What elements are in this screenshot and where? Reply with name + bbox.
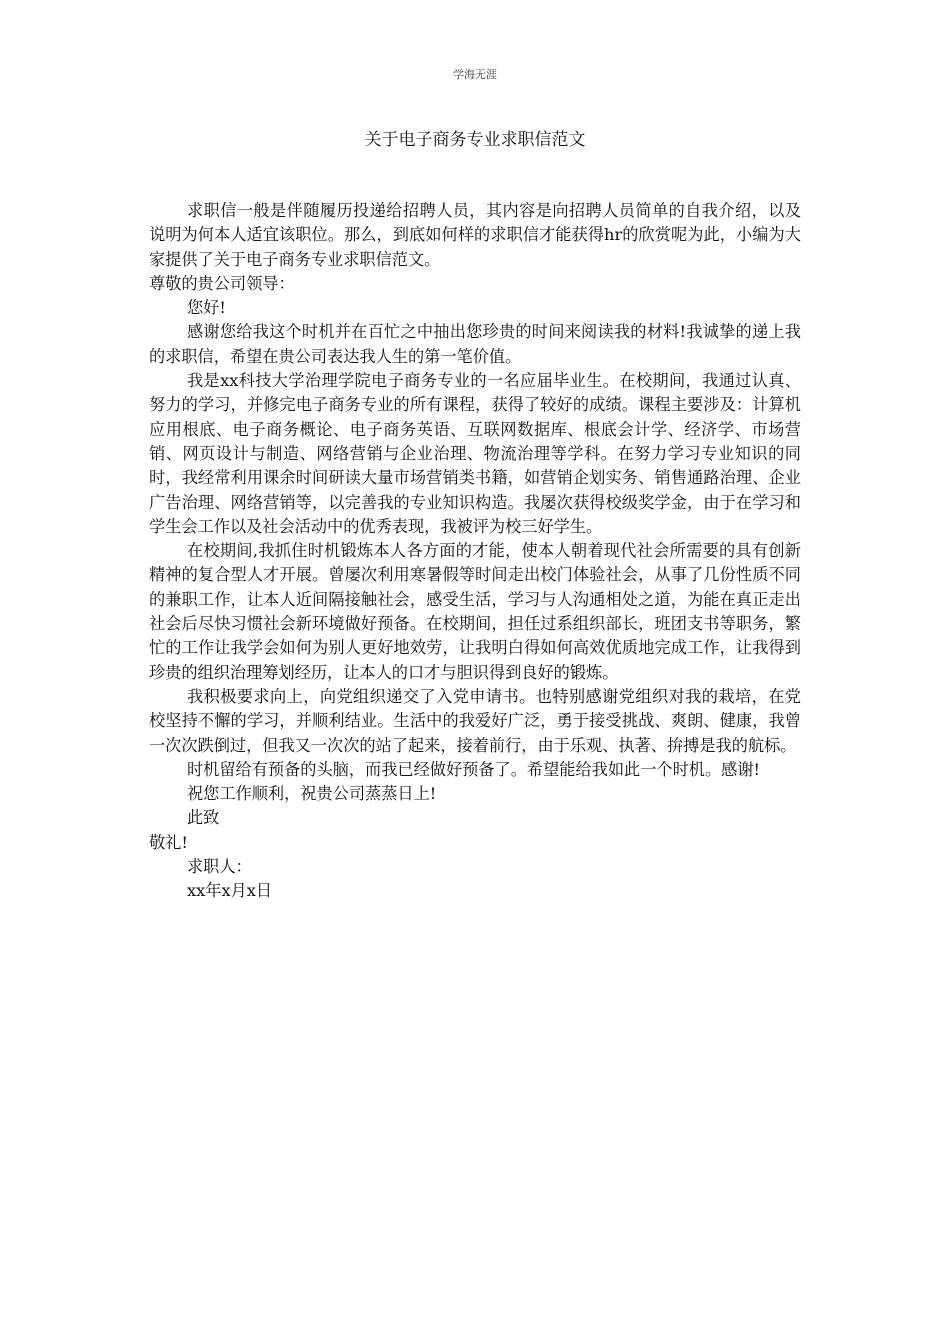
intro-paragraph: 求职信一般是伴随履历投递给招聘人员，其内容是向招聘人员简单的自我介绍，以及说明为何本人适宜该职位。那么，到底如何样的求职信才能获得hr的欣赏呢为此，小编为大家提供了关于电子商务专业求职信范文。: [149, 201, 801, 269]
closing-wish: 祝您工作顺利，祝贵公司蒸蒸日上!: [187, 784, 437, 804]
signature-label: 求职人：: [187, 857, 252, 877]
body-paragraph: 时机留给有预备的头脑，而我已经做好预备了。希望能给我如此一个时机。感谢!: [187, 759, 761, 779]
date-line: xx年x月x日: [187, 881, 273, 901]
greeting: 您好!: [187, 298, 226, 318]
body-paragraph: 我是xx科技大学治理学院电子商务专业的一名应届毕业生。在校期间，我通过认真、努力的学习，并修完电子商务专业的所有课程，获得了较好的成绩。课程主要涉及：计算机应用根底、电子商务概论、电子商务英语、互联网数据库、根底会计学、经济学、市场营销、网页设计与制造、网络营销与企业治理、物流治理等学科。在努力学习专业知识的同时，我经常利用课余时间研读大量市场营销类书籍，如营销企划实务、销售通路治理、企业广告治理、网络营销等，以完善我的专业知识构造。我屡次获得校级奖学金，由于在学习和学生会工作以及社会活动中的优秀表现，我被评为校三好学生。: [149, 371, 801, 536]
closing-salute: 敬礼!: [149, 832, 188, 852]
page-header: 学海无涯: [453, 68, 497, 81]
body-paragraph: 感谢您给我这个时机并在百忙之中抽出您珍贵的时间来阅读我的材料!我诚挚的递上我的求职信，希望在贵公司表达我人生的第一笔价值。: [149, 322, 801, 366]
closing-phrase: 此致: [187, 808, 220, 828]
body-paragraph: 在校期间,我抓住时机锻炼本人各方面的才能，使本人朝着现代社会所需要的具有创新精神的复合型人才开展。曾屡次利用寒暑假等时间走出校门体验社会，从事了几份性质不同的兼职工作，让本人近间隔接触社会，感受生活，学习与人沟通相处之道，为能在真正走出社会后尽快习惯社会新环境做好预备。在校期间，担任过系组织部长，班团支书等职务，繁忙的工作让我学会如何为别人更好地效劳，让我明白得如何高效优质地完成工作，让我得到珍贵的组织治理筹划经历，让本人的口才与胆识得到良好的锻炼。: [149, 541, 801, 682]
body-paragraph: 我积极要求向上，向党组织递交了入党申请书。也特别感谢党组织对我的栽培，在党校坚持不懈的学习，并顺利结业。生活中的我爱好广泛，勇于接受挑战、爽朗、健康，我曾一次次跌倒过，但我又一次次的站了起来，接着前行，由于乐观、执著、拚搏是我的航标。: [149, 686, 801, 755]
document-title: 关于电子商务专业求职信范文: [364, 130, 586, 150]
salutation: 尊敬的贵公司领导：: [149, 273, 295, 293]
letter-body: [149, 199, 801, 904]
